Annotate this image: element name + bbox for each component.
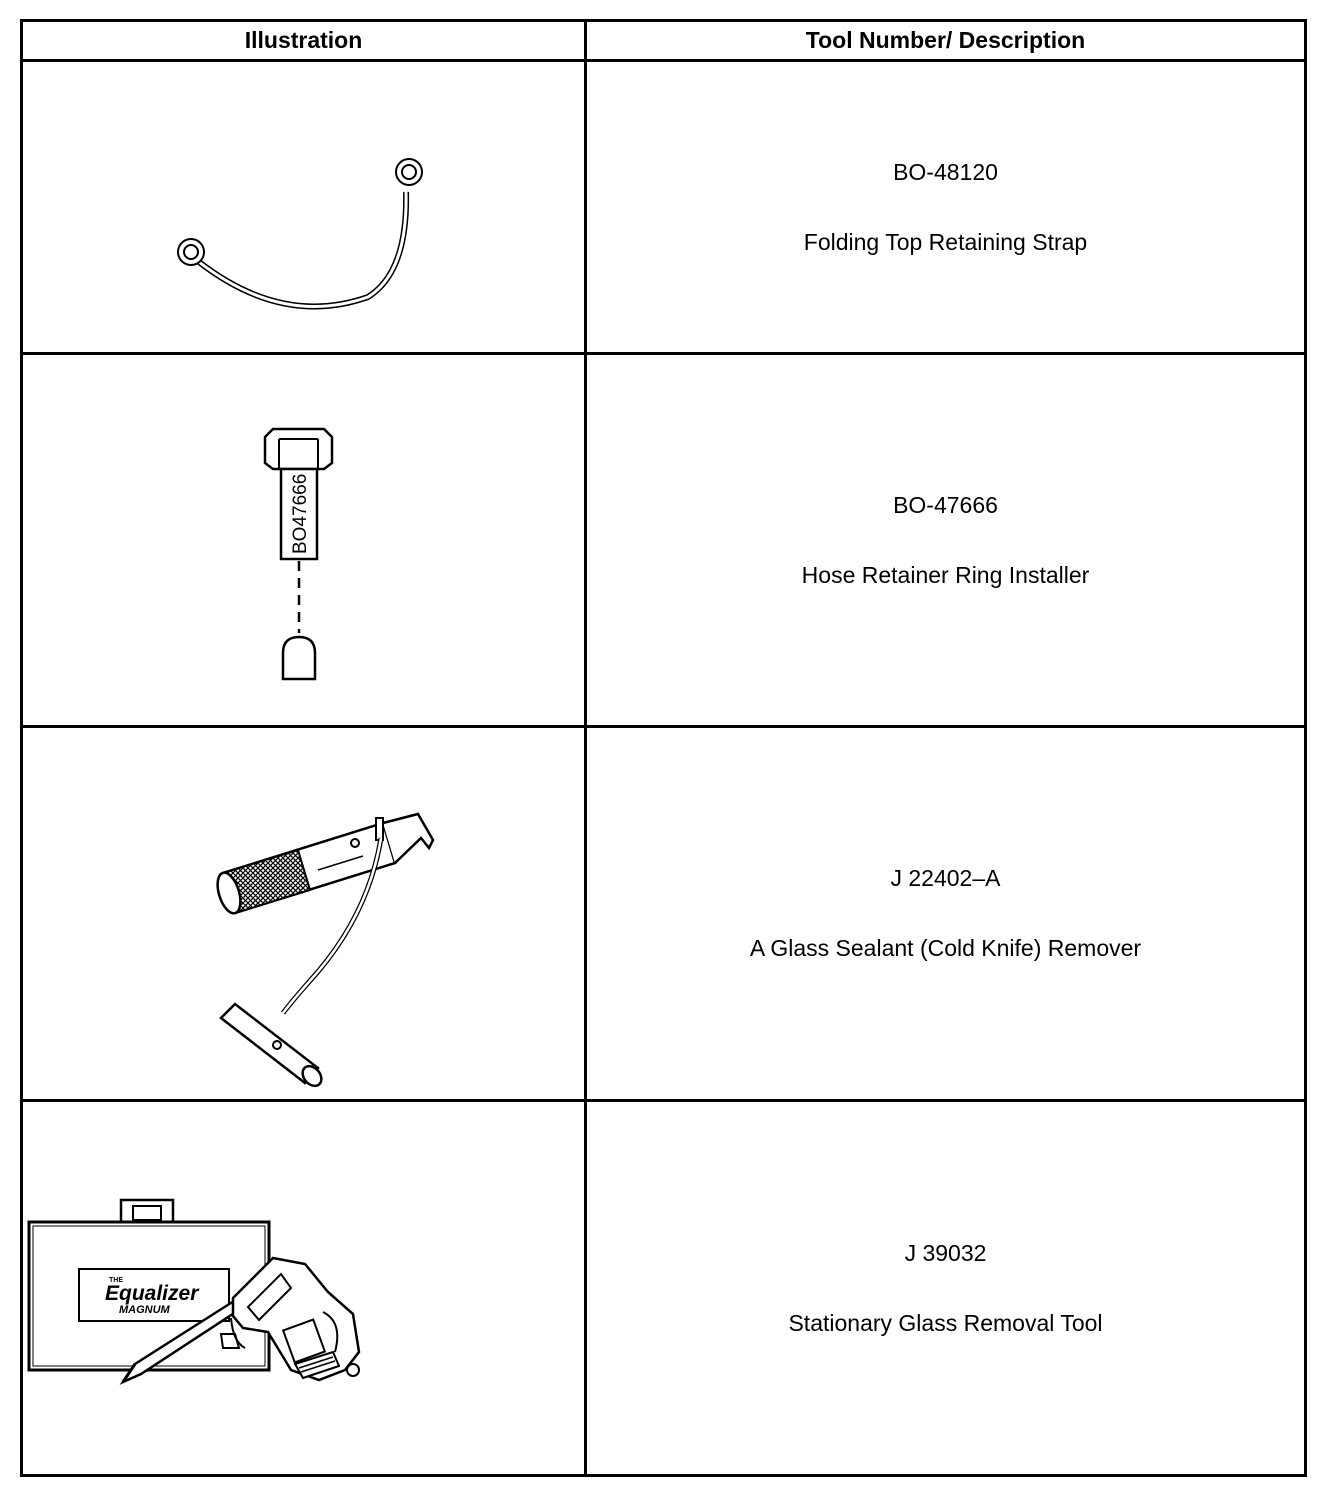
header-tool-number: Tool Number/ Description: [805, 27, 1086, 53]
tool-description: Folding Top Retaining Strap: [803, 228, 1088, 255]
tool-number: BO-48120: [893, 158, 998, 185]
tool-description-cell: [587, 1102, 1304, 1474]
table-row: [23, 728, 584, 1099]
table-border-bottom: [20, 1474, 1307, 1477]
cold-knife-icon: [23, 728, 584, 1099]
tool-description-cell: [587, 62, 1304, 352]
glass-removal-tool-icon: [23, 1102, 584, 1474]
tool-number: BO-47666: [893, 491, 998, 518]
tool-description-cell: [587, 355, 1304, 725]
logo-sub-text: MAGNUM: [119, 1304, 170, 1316]
table-row: [23, 62, 584, 352]
table-row: [23, 1102, 584, 1474]
tool-description-cell: [587, 728, 1304, 1099]
tool-description: A Glass Sealant (Cold Knife) Remover: [749, 935, 1142, 961]
logo-main-text: Equalizer: [105, 1282, 199, 1305]
logo-small-text: THE: [109, 1277, 123, 1284]
tool-number: J 22402–A: [890, 865, 1001, 891]
retaining-strap-icon: [23, 62, 584, 352]
table-border-right: [1304, 19, 1307, 1477]
header-illustration: Illustration: [244, 27, 363, 53]
table-row: [23, 355, 584, 725]
tool-table: [20, 19, 1307, 1477]
tool-description: Stationary Glass Removal Tool: [788, 1309, 1103, 1336]
ring-installer-icon: [23, 355, 584, 725]
tool-number: J 39032: [904, 1239, 987, 1266]
tool-description: Hose Retainer Ring Installer: [801, 561, 1090, 588]
engraving-text: BO47666: [290, 473, 311, 554]
